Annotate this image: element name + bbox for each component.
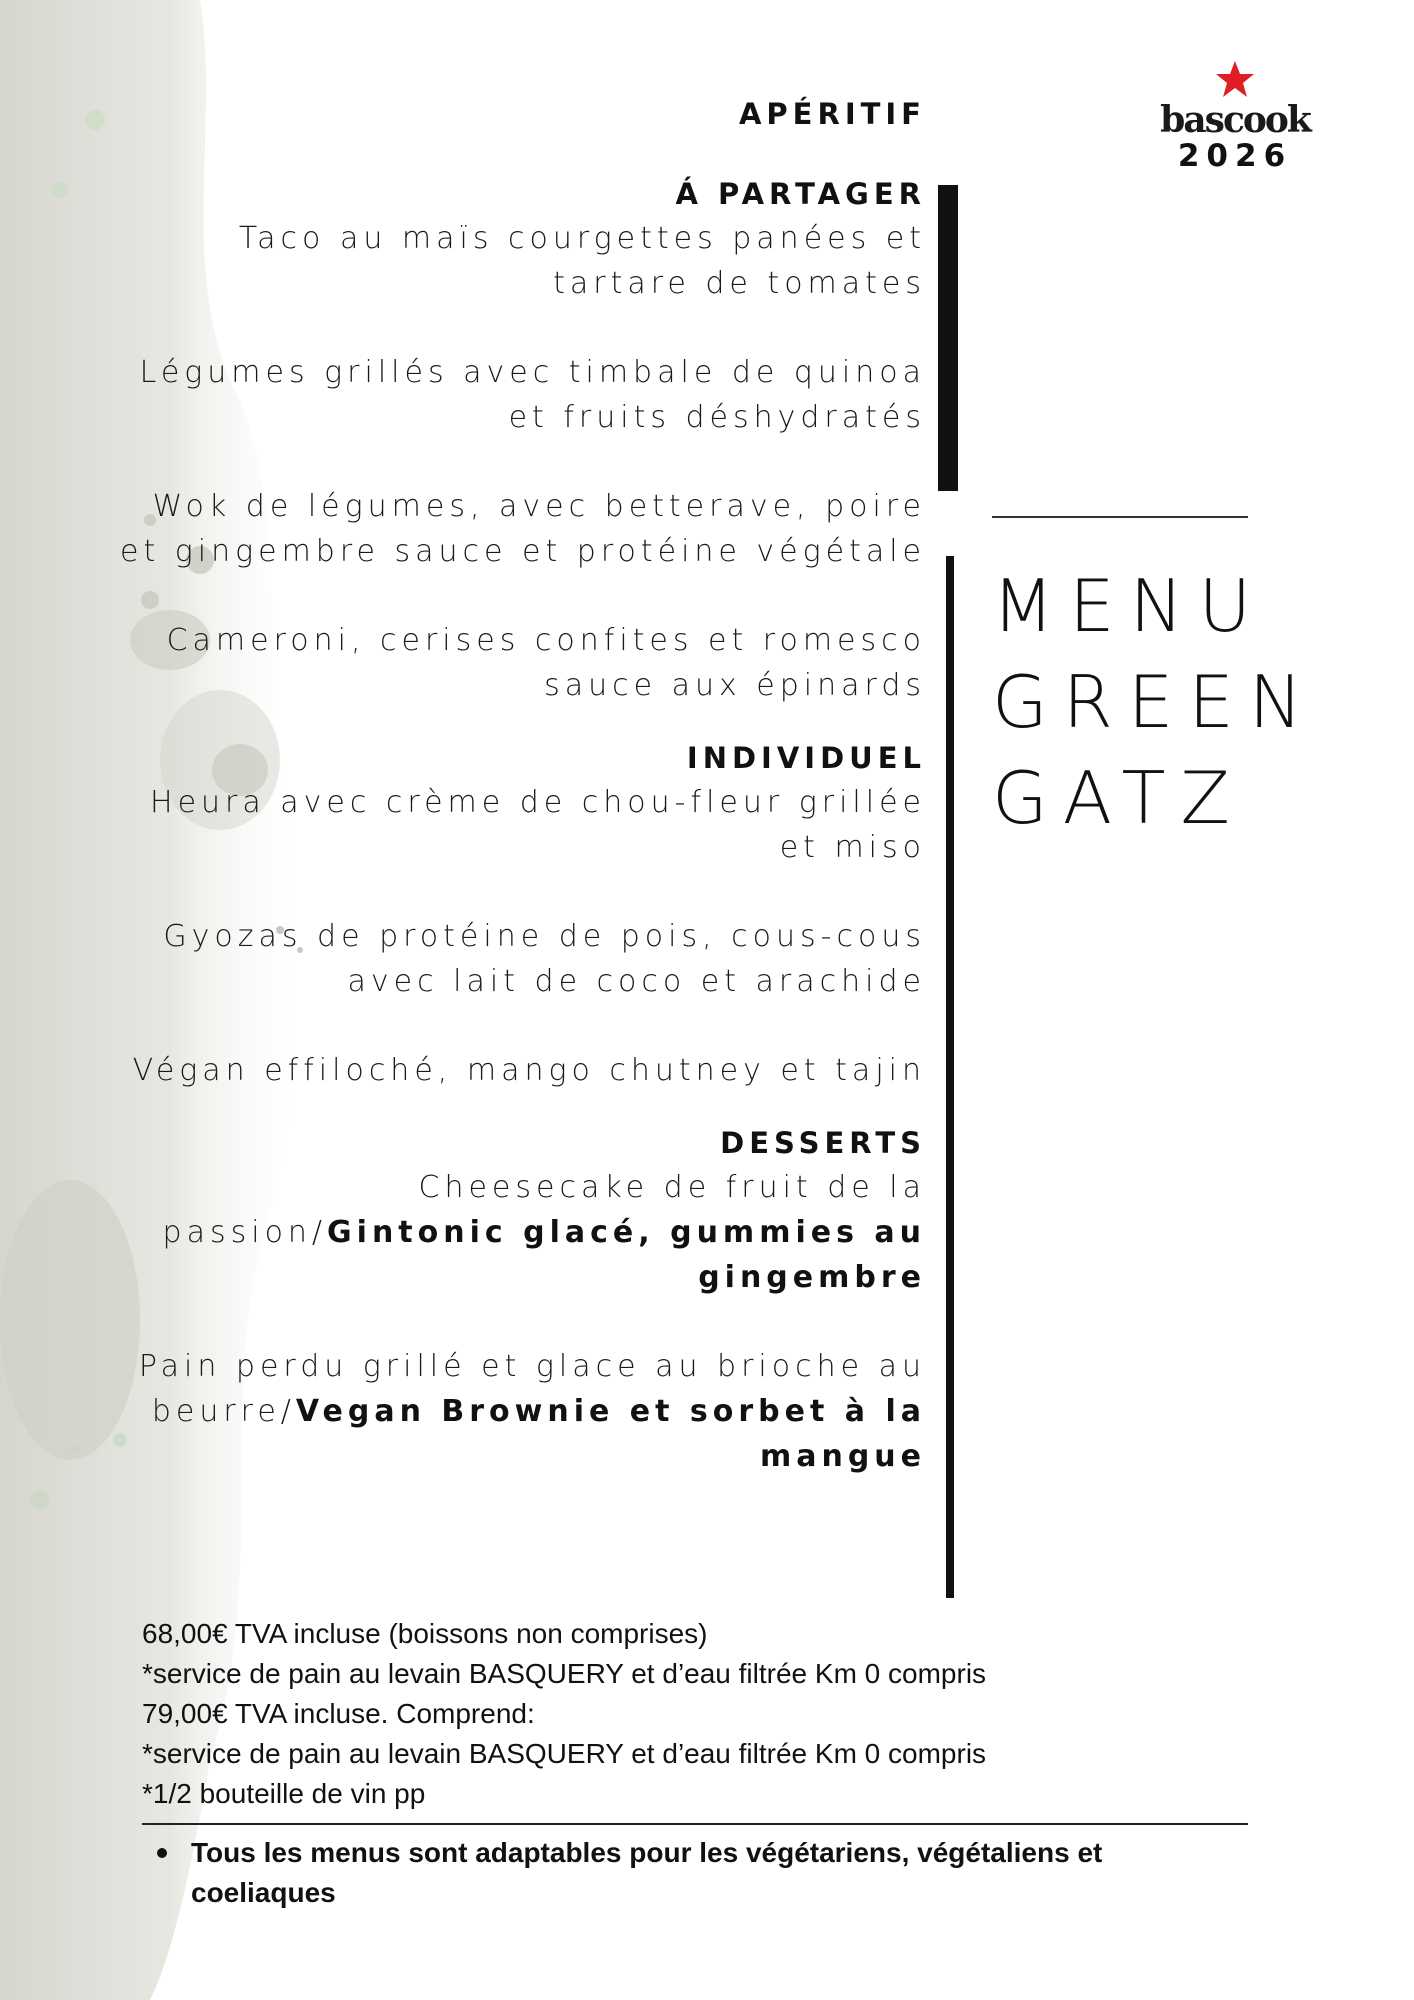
pricing-line: 79,00€ TVA incluse. Comprend:: [142, 1698, 535, 1729]
dish-text: Pain perdu grillé et glace au brioche au beurre/: [138, 1349, 926, 1429]
menu-title: [992, 558, 1318, 846]
menu-title-line: MENU: [992, 564, 1267, 648]
bottom-rule: [142, 1823, 1248, 1825]
dietary-note: [155, 1833, 1171, 1913]
aperitif-heading: APÉRITIF: [738, 97, 926, 131]
dish-item: [120, 1344, 926, 1479]
dish-item: Légumes grillés avec timbale de quinoa et fruits déshydratés: [139, 355, 926, 435]
dish-item: Cameroni, cerises confites et romesco sauce aux épinards: [166, 623, 926, 703]
dish-item: Taco au maïs courgettes panées et tartare de tomates: [238, 221, 926, 301]
title-top-rule: [992, 516, 1248, 518]
pricing-line: *service de pain au levain BASQUERY et d’eau filtrée Km 0 compris: [142, 1738, 987, 1769]
menu-title-line: GREEN: [992, 660, 1318, 744]
section-heading-partager: Á PARTAGER: [675, 177, 926, 211]
dietary-note-text: Tous les menus sont adaptables pour les végétariens, végétaliens et coeliaques: [191, 1837, 1103, 1908]
dish-vegan-option: Vegan Brownie et sorbet à la mangue: [295, 1394, 926, 1474]
section-heading-desserts: DESSERTS: [720, 1126, 926, 1160]
dish-vegan-option: Gintonic glacé, gummies au gingembre: [327, 1215, 926, 1295]
menu-title-line: GATZ: [992, 756, 1245, 840]
dish-item: [120, 1165, 926, 1300]
dish-item: Heura avec crème de chou-fleur grillée et miso: [150, 785, 926, 865]
pricing-line: 68,00€ TVA incluse (boissons non comprises): [142, 1618, 708, 1649]
dish-item: Wok de légumes, avec betterave, poire et gingembre sauce et protéine végétale: [120, 489, 927, 569]
dish-item: Gyozas de protéine de pois, cous-cous avec lait de coco et arachide: [163, 919, 926, 999]
accent-bar-thick: [938, 185, 958, 491]
bascook-logo: [1140, 60, 1330, 180]
star-icon: [1215, 60, 1255, 98]
bullet-icon: [157, 1848, 167, 1858]
accent-bar-thin: [946, 556, 954, 1598]
menu-content: [120, 92, 926, 1479]
pricing-line: *service de pain au levain BASQUERY et d’eau filtrée Km 0 compris: [142, 1658, 987, 1689]
dish-item: Végan effiloché, mango chutney et tajin: [132, 1053, 926, 1088]
section-heading-individuel: INDIVIDUEL: [686, 741, 926, 775]
logo-year: 2026: [1177, 138, 1293, 174]
logo-wordmark: bascook: [1160, 99, 1310, 141]
pricing-block: [142, 1614, 1242, 1814]
dish-text: Cheesecake de fruit de la passion/: [162, 1170, 926, 1250]
pricing-line: *1/2 bouteille de vin pp: [142, 1778, 426, 1809]
